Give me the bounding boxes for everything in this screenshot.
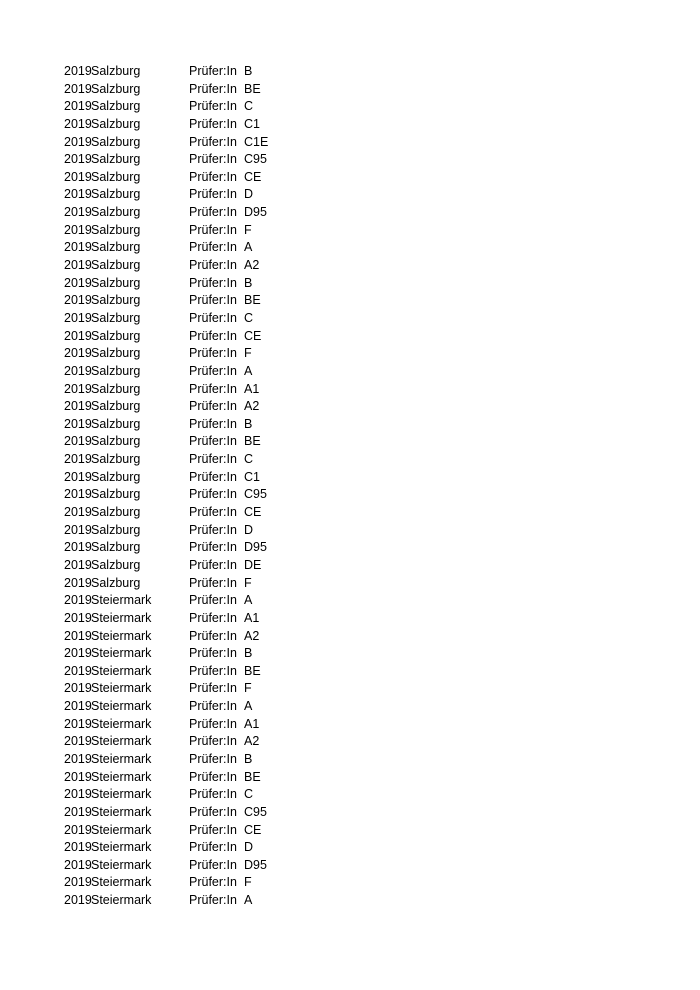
year-cell: 2019 bbox=[64, 328, 92, 343]
year-cell: 2019 bbox=[64, 452, 92, 467]
role-cell: Prüfer:In bbox=[189, 275, 237, 290]
region-cell: Steiermark bbox=[91, 751, 152, 766]
year-cell: 2019 bbox=[64, 416, 92, 431]
region-cell: Salzburg bbox=[91, 469, 141, 484]
year-cell: 2019 bbox=[64, 152, 92, 167]
region-cell: Steiermark bbox=[91, 716, 152, 731]
role-cell: Prüfer:In bbox=[189, 769, 237, 784]
role-cell: Prüfer:In bbox=[189, 169, 237, 184]
license-class-cell: A2 bbox=[244, 258, 260, 273]
license-class-cell: C1 bbox=[244, 116, 260, 131]
license-class-cell: A1 bbox=[244, 381, 260, 396]
role-cell: Prüfer:In bbox=[189, 505, 237, 520]
role-cell: Prüfer:In bbox=[189, 875, 237, 890]
region-cell: Steiermark bbox=[91, 628, 152, 643]
license-class-cell: BE bbox=[244, 81, 261, 96]
region-cell: Salzburg bbox=[91, 134, 141, 149]
region-cell: Salzburg bbox=[91, 293, 141, 308]
year-cell: 2019 bbox=[64, 346, 92, 361]
license-class-cell: B bbox=[244, 64, 253, 78]
license-class-cell: BE bbox=[244, 769, 261, 784]
license-class-cell: CE bbox=[244, 822, 262, 837]
year-cell: 2019 bbox=[64, 134, 92, 149]
role-cell: Prüfer:In bbox=[189, 540, 237, 555]
region-cell: Salzburg bbox=[91, 240, 141, 255]
role-cell: Prüfer:In bbox=[189, 99, 237, 114]
license-class-cell: C95 bbox=[244, 487, 267, 502]
license-class-cell: F bbox=[244, 222, 252, 237]
region-cell: Salzburg bbox=[91, 346, 141, 361]
role-cell: Prüfer:In bbox=[189, 116, 237, 131]
license-class-cell: D bbox=[244, 522, 254, 537]
year-cell: 2019 bbox=[64, 857, 92, 872]
role-cell: Prüfer:In bbox=[189, 734, 237, 749]
role-cell: Prüfer:In bbox=[189, 857, 237, 872]
role-cell: Prüfer:In bbox=[189, 205, 237, 220]
role-cell: Prüfer:In bbox=[189, 152, 237, 167]
license-class-cell: A2 bbox=[244, 734, 260, 749]
role-cell: Prüfer:In bbox=[189, 363, 237, 378]
license-class-cell: B bbox=[244, 275, 253, 290]
role-cell: Prüfer:In bbox=[189, 434, 237, 449]
region-cell: Steiermark bbox=[91, 593, 152, 608]
region-cell: Salzburg bbox=[91, 116, 141, 131]
region-cell: Salzburg bbox=[91, 258, 141, 273]
year-cell: 2019 bbox=[64, 681, 92, 696]
region-cell: Steiermark bbox=[91, 663, 152, 678]
year-cell: 2019 bbox=[64, 840, 92, 855]
region-cell: Salzburg bbox=[91, 275, 141, 290]
license-class-cell: C95 bbox=[244, 152, 267, 167]
year-cell: 2019 bbox=[64, 275, 92, 290]
region-cell: Salzburg bbox=[91, 575, 141, 590]
license-class-cell: A bbox=[244, 699, 253, 714]
role-cell: Prüfer:In bbox=[189, 593, 237, 608]
license-class-cell: B bbox=[244, 416, 253, 431]
year-cell: 2019 bbox=[64, 81, 92, 96]
role-cell: Prüfer:In bbox=[189, 293, 237, 308]
region-cell: Salzburg bbox=[91, 557, 141, 572]
year-cell: 2019 bbox=[64, 222, 92, 237]
role-cell: Prüfer:In bbox=[189, 893, 237, 908]
region-cell: Salzburg bbox=[91, 328, 141, 343]
year-cell: 2019 bbox=[64, 769, 92, 784]
license-class-cell: D95 bbox=[244, 205, 267, 220]
license-class-cell: F bbox=[244, 346, 252, 361]
year-cell: 2019 bbox=[64, 293, 92, 308]
role-cell: Prüfer:In bbox=[189, 522, 237, 537]
region-cell: Steiermark bbox=[91, 840, 152, 855]
year-cell: 2019 bbox=[64, 787, 92, 802]
region-cell: Salzburg bbox=[91, 522, 141, 537]
region-cell: Salzburg bbox=[91, 310, 141, 325]
role-cell: Prüfer:In bbox=[189, 469, 237, 484]
role-cell: Prüfer:In bbox=[189, 64, 237, 78]
role-cell: Prüfer:In bbox=[189, 840, 237, 855]
year-cell: 2019 bbox=[64, 804, 92, 819]
role-cell: Prüfer:In bbox=[189, 557, 237, 572]
region-cell: Salzburg bbox=[91, 452, 141, 467]
region-cell: Salzburg bbox=[91, 81, 141, 96]
license-class-cell: A2 bbox=[244, 628, 260, 643]
region-cell: Salzburg bbox=[91, 205, 141, 220]
region-cell: Salzburg bbox=[91, 399, 141, 414]
year-cell: 2019 bbox=[64, 434, 92, 449]
license-class-cell: A2 bbox=[244, 399, 260, 414]
role-cell: Prüfer:In bbox=[189, 610, 237, 625]
license-class-cell: F bbox=[244, 681, 252, 696]
region-cell: Salzburg bbox=[91, 487, 141, 502]
region-cell: Salzburg bbox=[91, 540, 141, 555]
license-class-cell: D95 bbox=[244, 857, 267, 872]
role-cell: Prüfer:In bbox=[189, 628, 237, 643]
role-cell: Prüfer:In bbox=[189, 187, 237, 202]
year-cell: 2019 bbox=[64, 487, 92, 502]
year-cell: 2019 bbox=[64, 64, 92, 78]
role-cell: Prüfer:In bbox=[189, 416, 237, 431]
year-cell: 2019 bbox=[64, 522, 92, 537]
region-cell: Steiermark bbox=[91, 804, 152, 819]
year-cell: 2019 bbox=[64, 893, 92, 908]
role-cell: Prüfer:In bbox=[189, 240, 237, 255]
region-cell: Salzburg bbox=[91, 222, 141, 237]
license-class-cell: CE bbox=[244, 169, 262, 184]
region-cell: Salzburg bbox=[91, 152, 141, 167]
role-cell: Prüfer:In bbox=[189, 310, 237, 325]
license-class-cell: D95 bbox=[244, 540, 267, 555]
license-class-cell: C bbox=[244, 310, 254, 325]
role-cell: Prüfer:In bbox=[189, 804, 237, 819]
region-cell: Salzburg bbox=[91, 64, 141, 78]
region-cell: Steiermark bbox=[91, 857, 152, 872]
year-cell: 2019 bbox=[64, 258, 92, 273]
role-cell: Prüfer:In bbox=[189, 381, 237, 396]
year-cell: 2019 bbox=[64, 699, 92, 714]
year-cell: 2019 bbox=[64, 575, 92, 590]
license-class-cell: A bbox=[244, 593, 253, 608]
year-cell: 2019 bbox=[64, 751, 92, 766]
year-cell: 2019 bbox=[64, 99, 92, 114]
year-cell: 2019 bbox=[64, 240, 92, 255]
region-cell: Steiermark bbox=[91, 681, 152, 696]
license-class-cell: F bbox=[244, 875, 252, 890]
license-class-cell: D bbox=[244, 840, 254, 855]
license-class-cell: D bbox=[244, 187, 254, 202]
license-class-cell: B bbox=[244, 751, 253, 766]
year-cell: 2019 bbox=[64, 310, 92, 325]
region-cell: Salzburg bbox=[91, 169, 141, 184]
license-class-cell: DE bbox=[244, 557, 262, 572]
license-class-cell: F bbox=[244, 575, 252, 590]
year-cell: 2019 bbox=[64, 716, 92, 731]
license-class-cell: BE bbox=[244, 663, 261, 678]
role-cell: Prüfer:In bbox=[189, 452, 237, 467]
license-class-cell: A bbox=[244, 363, 253, 378]
region-cell: Salzburg bbox=[91, 363, 141, 378]
region-cell: Salzburg bbox=[91, 505, 141, 520]
license-class-cell: CE bbox=[244, 328, 262, 343]
license-class-cell: C95 bbox=[244, 804, 267, 819]
role-cell: Prüfer:In bbox=[189, 663, 237, 678]
year-cell: 2019 bbox=[64, 540, 92, 555]
role-cell: Prüfer:In bbox=[189, 399, 237, 414]
year-cell: 2019 bbox=[64, 610, 92, 625]
region-cell: Salzburg bbox=[91, 99, 141, 114]
license-class-cell: A1 bbox=[244, 610, 260, 625]
role-cell: Prüfer:In bbox=[189, 487, 237, 502]
year-cell: 2019 bbox=[64, 363, 92, 378]
year-cell: 2019 bbox=[64, 381, 92, 396]
role-cell: Prüfer:In bbox=[189, 822, 237, 837]
region-cell: Steiermark bbox=[91, 699, 152, 714]
year-cell: 2019 bbox=[64, 822, 92, 837]
license-class-cell: C bbox=[244, 452, 254, 467]
license-class-cell: C bbox=[244, 99, 254, 114]
role-cell: Prüfer:In bbox=[189, 575, 237, 590]
year-cell: 2019 bbox=[64, 628, 92, 643]
license-class-cell: CE bbox=[244, 505, 262, 520]
region-cell: Steiermark bbox=[91, 769, 152, 784]
role-cell: Prüfer:In bbox=[189, 646, 237, 661]
license-class-cell: BE bbox=[244, 293, 261, 308]
role-cell: Prüfer:In bbox=[189, 751, 237, 766]
year-cell: 2019 bbox=[64, 593, 92, 608]
region-cell: Steiermark bbox=[91, 822, 152, 837]
year-cell: 2019 bbox=[64, 169, 92, 184]
year-cell: 2019 bbox=[64, 646, 92, 661]
region-cell: Salzburg bbox=[91, 187, 141, 202]
year-cell: 2019 bbox=[64, 557, 92, 572]
license-class-cell: A1 bbox=[244, 716, 260, 731]
role-cell: Prüfer:In bbox=[189, 81, 237, 96]
role-cell: Prüfer:In bbox=[189, 716, 237, 731]
region-cell: Salzburg bbox=[91, 381, 141, 396]
region-cell: Steiermark bbox=[91, 787, 152, 802]
year-cell: 2019 bbox=[64, 505, 92, 520]
role-cell: Prüfer:In bbox=[189, 787, 237, 802]
role-cell: Prüfer:In bbox=[189, 222, 237, 237]
license-class-cell: BE bbox=[244, 434, 261, 449]
region-cell: Salzburg bbox=[91, 416, 141, 431]
role-cell: Prüfer:In bbox=[189, 681, 237, 696]
license-class-cell: C bbox=[244, 787, 254, 802]
year-cell: 2019 bbox=[64, 116, 92, 131]
role-cell: Prüfer:In bbox=[189, 328, 237, 343]
year-cell: 2019 bbox=[64, 399, 92, 414]
license-class-cell: B bbox=[244, 646, 253, 661]
year-cell: 2019 bbox=[64, 734, 92, 749]
year-cell: 2019 bbox=[64, 663, 92, 678]
region-cell: Steiermark bbox=[91, 893, 152, 908]
year-cell: 2019 bbox=[64, 187, 92, 202]
license-class-cell: A bbox=[244, 893, 253, 908]
license-class-cell: C1 bbox=[244, 469, 260, 484]
license-class-cell: A bbox=[244, 240, 253, 255]
year-cell: 2019 bbox=[64, 205, 92, 220]
region-cell: Salzburg bbox=[91, 434, 141, 449]
region-cell: Steiermark bbox=[91, 734, 152, 749]
region-cell: Steiermark bbox=[91, 875, 152, 890]
year-cell: 2019 bbox=[64, 875, 92, 890]
role-cell: Prüfer:In bbox=[189, 258, 237, 273]
region-cell: Steiermark bbox=[91, 610, 152, 625]
license-class-cell: C1E bbox=[244, 134, 269, 149]
role-cell: Prüfer:In bbox=[189, 346, 237, 361]
region-cell: Steiermark bbox=[91, 646, 152, 661]
role-cell: Prüfer:In bbox=[189, 134, 237, 149]
role-cell: Prüfer:In bbox=[189, 699, 237, 714]
year-cell: 2019 bbox=[64, 469, 92, 484]
